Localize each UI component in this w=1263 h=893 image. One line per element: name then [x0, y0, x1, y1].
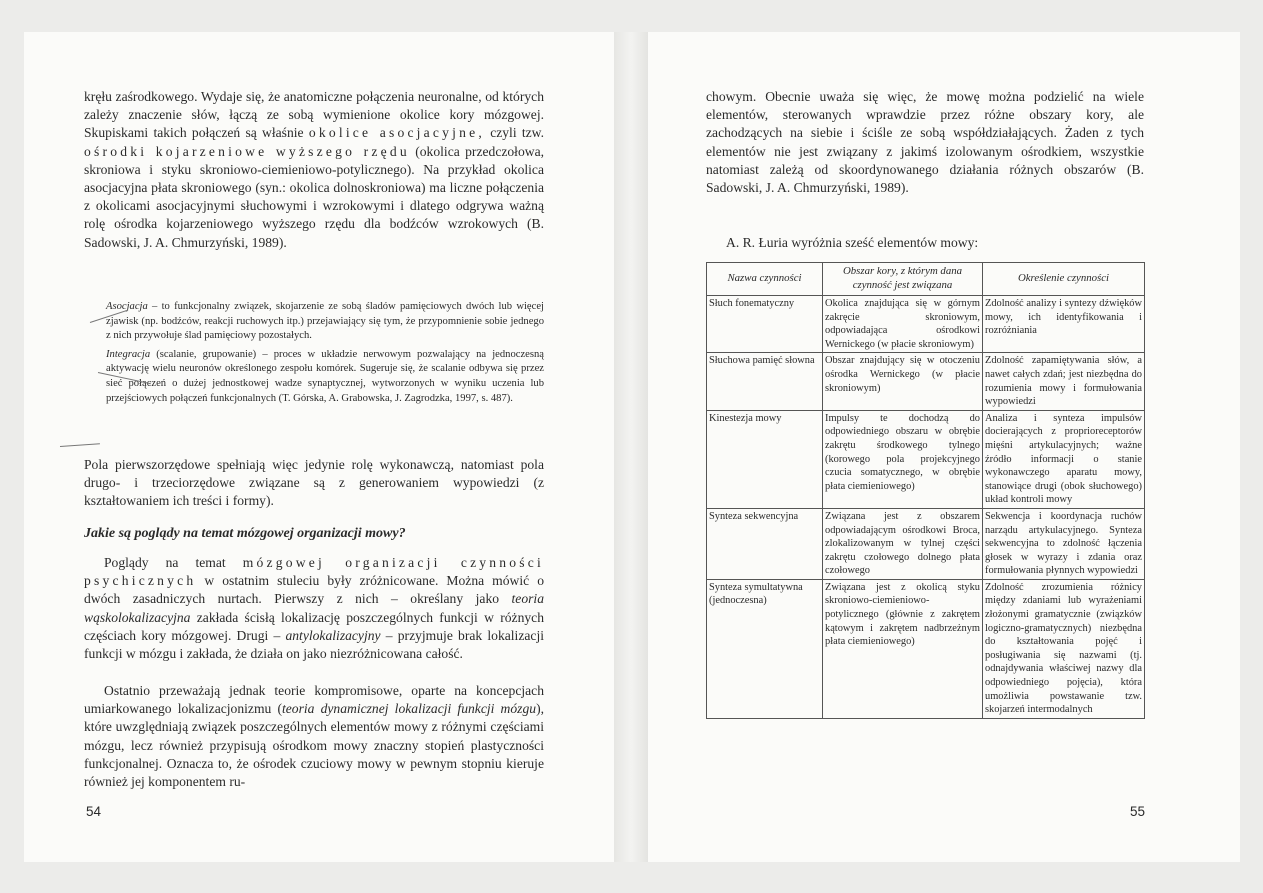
paragraph-1: [84, 88, 544, 252]
italic-term: teoria wąskolokalizacyjna: [84, 591, 544, 625]
table-header-row: [707, 263, 1145, 296]
page-number: 55: [1130, 804, 1146, 819]
column-header: Określenie czynności: [983, 263, 1145, 296]
text: Poglądy na temat: [104, 555, 226, 570]
table-cell: Związana jest z okolicą styku skroniowo-ciemieniowo-potylicznego (głównie z zakrętem kątowym i zakrętem nadbrzeżnym płata ciemieniowego): [823, 579, 983, 718]
text: (okolica przedczołowa, skroniowa i styku skroniowo-ciemieniowo-potylicznego). Na przykład okolica asocjacyjna płata skroniowego (syn.: okolica dolnoskroniowa) ma liczne połączenia z okolicami asocjacyjnymi słuchowymi i wzrokowymi i dlatego odgrywa ważną rolę ośrodka kojarzeniowego wyższego rzędu dla bodźców wzrokowych (B. Sadowski, J. A. Chmurzyński, 1989).: [84, 143, 545, 250]
paragraph-2: A. R. Łuria wyróżnia sześć elementów mowy:: [726, 235, 979, 250]
table-cell: Zdolność analizy i syntezy dźwięków mowy, ich identyfikowania i rozróżniania: [983, 296, 1145, 353]
section-heading: Jakie są poglądy na temat mózgowej organizacji mowy?: [84, 526, 406, 541]
paragraph-4: [84, 682, 544, 791]
table-cell: Słuchowa pamięć słowna: [707, 353, 823, 410]
table-row: [707, 296, 1145, 353]
table-cell: Słuch fonematyczny: [707, 296, 823, 353]
left-page: [24, 32, 614, 862]
table-cell: Okolica znajdująca się w górnym zakręcie skroniowym, odpowiadająca ośrodkowi Wernickego (w płacie skroniowym): [823, 296, 983, 353]
italic-term: teoria dynamicznej lokalizacji funkcji mózgu: [281, 701, 537, 717]
text: kręłu zaśrodkowego. Wydaje się, że anatomiczne połączenia neuronalne, od których zależy znaczenie słów, łączą ze sobą wymienione okolice kory mózgowej. Skupiskami takich połączeń są właśnie: [84, 89, 544, 141]
table-row: [707, 353, 1145, 410]
spaced-text: okolice asocjacyjne,: [308, 125, 485, 141]
text: w ostatnim stuleciu były zróżnicowane. Można mówić o dwóch zasadniczych nurtach. Pierwszy z nich – określany jako: [84, 573, 544, 607]
table-row: [707, 579, 1145, 718]
table-row: [707, 410, 1145, 508]
column-header: Nazwa czynności: [707, 263, 823, 296]
speech-elements-table: [706, 262, 1145, 719]
table-cell: Zdolność zapamiętywania słów, a nawet całych zdań; jest niezbędna do rozumienia mowy i formułowania wypowiedzi: [983, 353, 1145, 410]
table-cell: Synteza symultatywna (jednoczesna): [707, 579, 823, 718]
paragraph-2: Pola pierwszorzędowe spełniają więc jedynie rolę wykonawczą, natomiast pola drugo- i trzeciorzędowe związane są z generowaniem wypowiedzi (z kształtowaniem ich treści i formy).: [84, 457, 544, 509]
italic-term: antylokalizacyjny: [285, 627, 381, 643]
paragraph-3: [84, 554, 544, 663]
page-number: 54: [86, 804, 102, 819]
term: Asocjacja: [106, 301, 148, 312]
spaced-text: mózgowej organizacji czynności psychicznych: [84, 555, 544, 589]
book-gutter: [614, 32, 648, 862]
spaced-text: ośrodki kojarzeniowe wyższego rzędu: [84, 143, 410, 159]
table-cell: Analiza i synteza impulsów docierających z proprioreceptorów mięśni artykulacyjnych; ważne źródło informacji o stanie wykonawczego aparatu mowy, stanowiące drugi (obok słuchowego) układ kontroli mowy: [983, 410, 1145, 508]
table-cell: Sekwencja i koordynacja ruchów narządu artykulacyjnego. Synteza sekwencyjna to zdolność łączenia głosek w wyrazy i zdania oraz formułowania płynnych wypowiedzi: [983, 508, 1145, 579]
table-cell: Impulsy te dochodzą do odpowiedniego obszaru w obrębie zakrętu środkowego tylnego (korowego pola projekcyjnego czucia somatycznego, w obrębie płata ciemieniowego): [823, 410, 983, 508]
definition-asocjacja: [106, 300, 544, 344]
text: ), które uwzględniają związek poszczególnych elementów mowy z różnymi częściami mózgu, lecz również przypisują ośrodkom mowy znaczny stopień plastyczności funkcjonalnej. Oznacza to, że ośrodek czuciowy mowy w pewnym stopniu kieruje również jej komponentem ru-: [84, 701, 544, 790]
table-cell: Związana jest z obszarem odpowiadającym ośrodkowi Broca, zlokalizowanym w tylnej części zakrętu czołowego dolnego płata czołowego: [823, 508, 983, 579]
definition-text: (scalanie, grupowanie) – proces w układzie nerwowym pozwalający na jednoczesną aktywację wielu neuronów określonego zespołu komórek. Sugeruje się, że scalanie odbywa się przez sieć połączeń o dużej jednostkowej wadze synaptycznej, wytworzonych w wyniku uczenia lub przejściowych połączeń funkcjonalnych (T. Górska, A. Grabowska, J. Zagrodzka, 1997, s. 487).: [106, 348, 544, 404]
text: – przyjmuje brak lokalizacji funkcji w mózgu i zakłada, że działa on jako niezróżnicowana całość.: [84, 627, 544, 662]
definitions-box: [106, 300, 544, 410]
column-header: Obszar kory, z którym dana czynność jest związana: [823, 263, 983, 296]
table-cell: Kinestezja mowy: [707, 410, 823, 508]
paragraph-1: chowym. Obecnie uważa się więc, że mowę można podzielić na wiele elementów, sterowanych wprawdzie przez różne obszary kory, ale zachodzących na siebie i ściśle ze sobą współdziałających. Żaden z tych elementów nie jest związany z jakimś izolowanym ośrodkiem, wszystkie natomiast zależą od skoordynowanego działania różnych obszarów (B. Sadowski, J. A. Chmurzyński, 1989).: [706, 89, 1144, 196]
table-cell: Zdolność zrozumienia różnicy między zdaniami lub wyrażeniami złożonymi gramatycznie (związków logiczno-gramatycznych) niezbędna do kształtowania pojęć i posługiwania się nazwami (tj. odnajdywania właściwej nazwy dla odpowiedniego pojęcia), która umożliwia powstawanie tzw. skojarzeń intermodalnych: [983, 579, 1145, 718]
definition-text: – to funkcjonalny związek, skojarzenie ze sobą śladów pamięciowych dwóch lub więcej zjawisk (np. bodźców, reakcji ruchowych itp.) przejawiający się tym, że przypomnienie sobie jednego z nich przywołuje ślad pamięciowy pozostałych.: [106, 301, 544, 342]
definition-integracja: [106, 348, 544, 406]
text: czyli tzw.: [484, 125, 545, 141]
table-cell: Obszar znajdujący się w otoczeniu ośrodka Wernickego (w płacie skroniowym): [823, 353, 983, 410]
table-cell: Synteza sekwencyjna: [707, 508, 823, 579]
text: Ostatnio przeważają jednak teorie kompromisowe, oparte na koncepcjach umiarkowanego lokalizacjonizmu (: [84, 683, 544, 717]
right-page: [648, 32, 1240, 862]
pencil-mark: [60, 443, 100, 447]
table-row: [707, 508, 1145, 579]
term: Integracja: [106, 348, 151, 360]
text: zakłada ścisłą lokalizację poszczególnych funkcji w różnych częściach kory mózgowej. Drugi –: [84, 609, 544, 643]
